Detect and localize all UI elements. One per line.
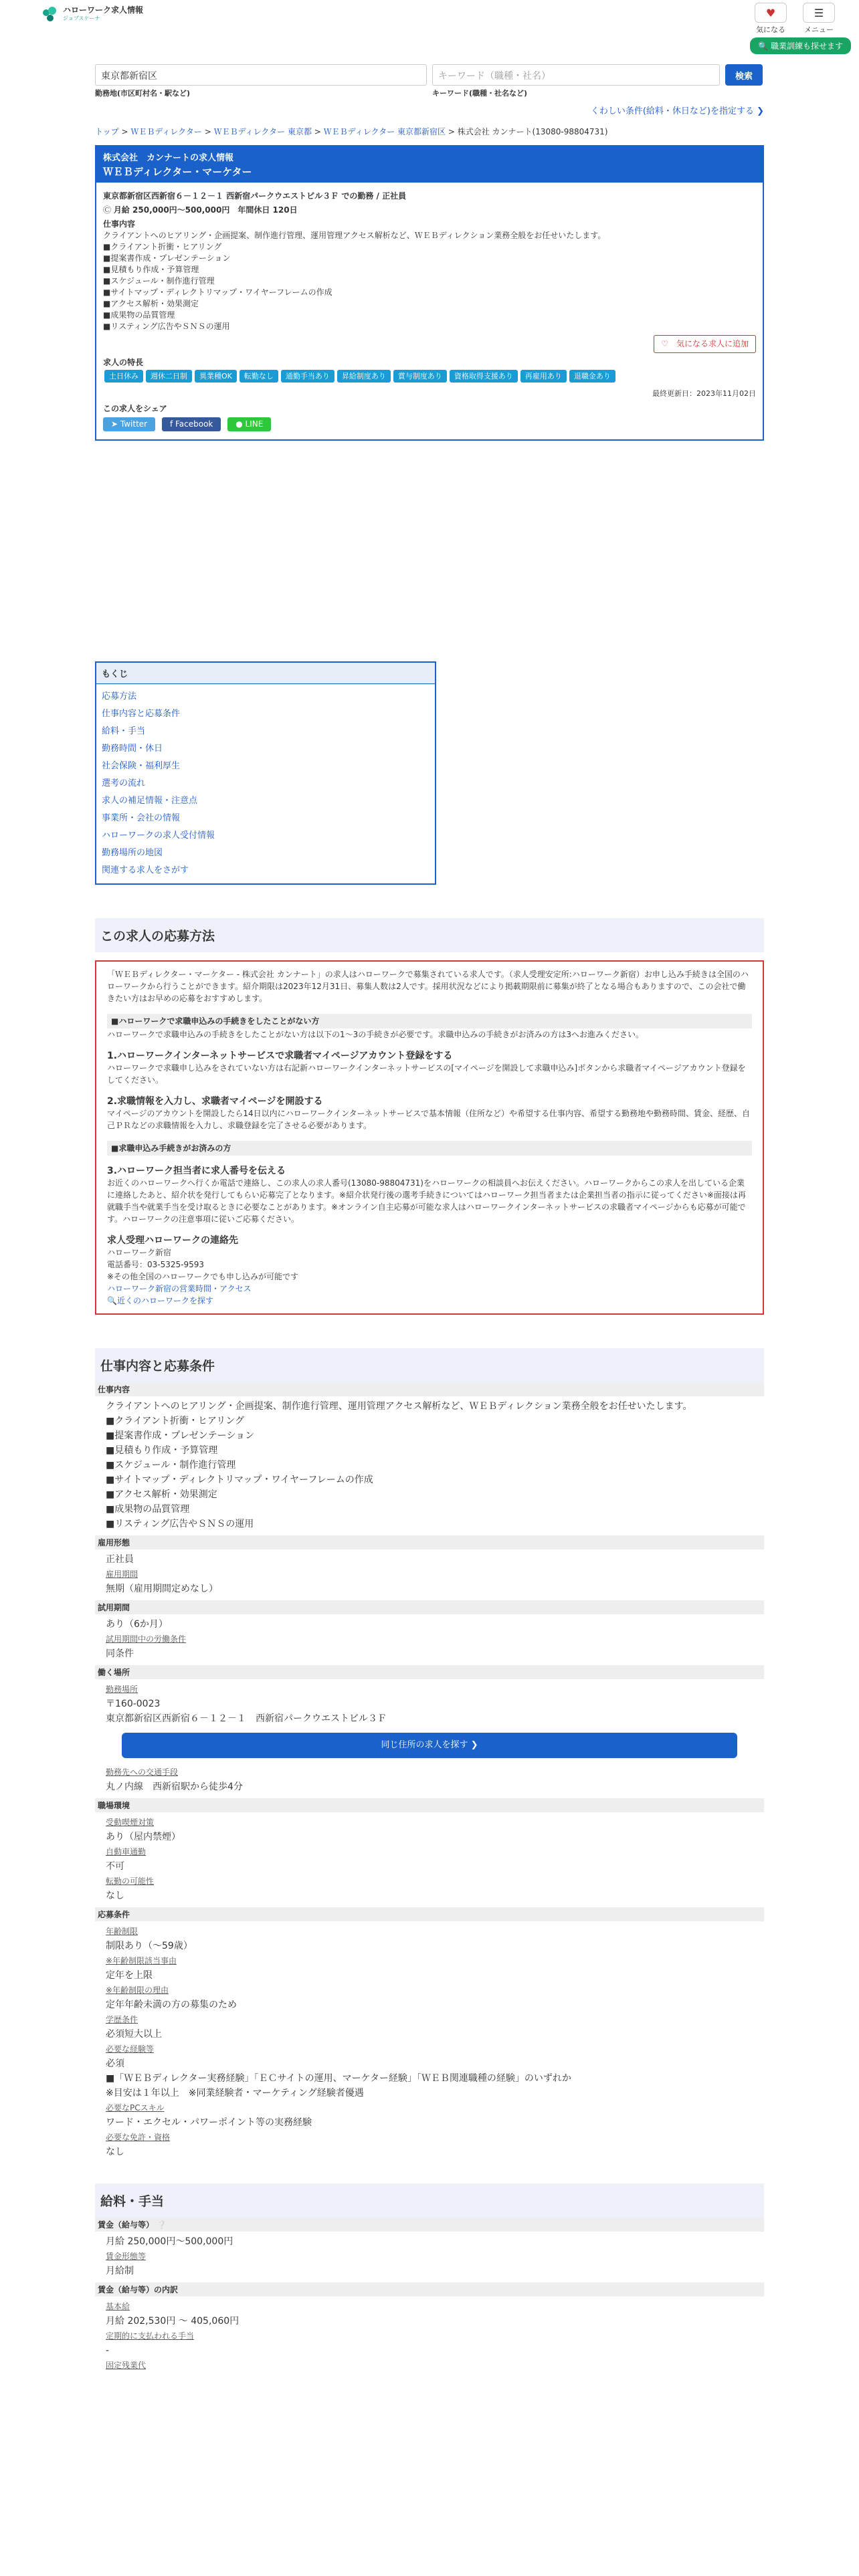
search-button[interactable]: 検索 (725, 64, 763, 86)
apply-bar-new: ■ハローワークで求職申込みの手続きをしたことがない方 (107, 1014, 752, 1029)
car-value: 不可 (106, 1861, 124, 1872)
keyword-label: キーワード(職種・社名など) (432, 89, 528, 98)
requirements-heading: 応募条件 (95, 1907, 764, 1921)
money-icon: Ⓒ (103, 205, 112, 215)
keyword-input[interactable]: キーワード（職種・社名） (432, 64, 720, 86)
detail-search-label: くわしい条件(給料・休日など)を指定する (590, 106, 754, 116)
salary-section-title: 給料・手当 (95, 2183, 764, 2218)
feature-tag[interactable]: 異業種OK (195, 370, 237, 383)
workplace-label: 勤務場所 (106, 1685, 138, 1694)
age-value: 制限あり（〜59歳） (106, 1941, 193, 1951)
feature-tag[interactable]: 通勤手当あり (281, 370, 335, 383)
contact-access-link[interactable]: ハローワーク新宿の営業時間・アクセス (107, 1284, 252, 1293)
job-title: ＷＥＢディレクター・マーケター (103, 166, 252, 178)
location-label: 勤務地(市区町村名・駅など) (95, 89, 191, 98)
workplace-heading: 働く場所 (95, 1665, 764, 1679)
base-pay-label: 基本給 (106, 2302, 130, 2311)
detail-search-link[interactable]: くわしい条件(給料・休日など)を指定する ❯ (590, 106, 764, 116)
work-line: ■成果物の品質管理 (106, 1504, 190, 1515)
work-line: ■サイトマップ・ディレクトリマップ・ワイヤーフレームの作成 (106, 1475, 373, 1485)
step3-text: お近くのハローワークへ行くか電話で連絡し、この求人の求人番号(13080-98804731)をハローワークの相談員へお伝えください。ハローワークからこの求人を出している企業に連絡したあと、紹介状を発行してもらい応募完了となります。※紹介状発行後の選考手続きについてはハローワーク担当者または企業担当者の指示に従ってください※面接は再就職手当や就業手当を受け取るときに必要なことがあります。※オンライン自主応募が可能な求人はハローワークインターネットサービスの求職者マイページからも応募が可能です。ハローワークの注意事項に従いご応募ください。 (107, 1178, 746, 1224)
step2-text: マイページのアカウントを開設したら14日以内にハローワークインターネットサービスで基本情報（住所など）や希望する仕事内容、希望する勤務地や勤務時間、賃金、経歴、自己ＰＲなどの求職情報を入力し、求職登録を完了させる必要があります。 (107, 1109, 750, 1130)
allowance-value: - (106, 2345, 110, 2356)
help-icon[interactable]: ❔ (157, 2220, 167, 2230)
step2-heading: 2.求職情報を入力し、求職者マイページを開設する (107, 1096, 323, 1107)
add-favorite-button[interactable]: ♡ 気になる求人に追加 (654, 335, 756, 353)
experience-note: ※目安は１年以上 ※同業経験者・マーケティング経験者優遇 (106, 2088, 364, 2099)
toc-item[interactable]: 事業所・会社の情報 (102, 813, 181, 823)
twitter-icon: ➤ (111, 419, 118, 429)
employment-value: 正社員 (106, 1554, 134, 1565)
feature-tag[interactable]: 賞与制度あり (393, 370, 447, 383)
work-item: ■提案書作成・プレゼンテーション (103, 253, 231, 263)
breadcrumb: トップ > ＷＥＢディレクター > ＷＥＢディレクター 東京都 > ＷＥＢディレクター 東京都新宿区 > 株式会社 カンナート(13080-98804731) (95, 127, 608, 136)
trial-heading: 試用期間 (95, 1600, 764, 1614)
feature-tag[interactable]: 昇給制度あり (337, 370, 391, 383)
feature-tag[interactable]: 退職金あり (569, 370, 615, 383)
toc-item[interactable]: 仕事内容と応募条件 (102, 709, 181, 719)
car-label: 自動車通勤 (106, 1847, 147, 1856)
line-icon: ● (235, 419, 243, 429)
environment-heading: 職場環境 (95, 1798, 764, 1812)
contact-tel: 電話番号：03-5325-9593 (107, 1260, 205, 1269)
employment-heading: 雇用形態 (95, 1535, 764, 1549)
experience-value: 必須 (106, 2058, 124, 2069)
contact-name: ハローワーク新宿 (107, 1248, 172, 1257)
same-address-button[interactable]: 同じ住所の求人を探す ❯ (122, 1733, 737, 1758)
contact-note: ※その他全国のハローワークでも申し込みが可能です (107, 1272, 299, 1281)
location-input[interactable]: 東京都新宿区 (95, 64, 427, 86)
trial-value: あり（6か月） (106, 1619, 168, 1630)
education-value: 必須短大以上 (106, 2029, 162, 2040)
workplace-zip: 〒160-0023 (106, 1699, 161, 1709)
same-address-label: 同じ住所の求人を探す (381, 1740, 468, 1750)
step1-text: ハローワークで求職申し込みをされていない方は右記新ハローワークインターネットサービスの[マイページを開設して求職申込み]ボタンから求職者マイページアカウント登録をしてください。 (107, 1063, 746, 1085)
wage-value: 月給 250,000円〜500,000円 (106, 2236, 233, 2247)
breadcrumb-webdir[interactable]: ＷＥＢディレクター (130, 127, 202, 136)
overtime-label: 固定残業代 (106, 2361, 147, 2370)
hamburger-icon: ☰ (803, 3, 835, 23)
twitter-label: Twitter (120, 419, 148, 429)
favorite-button[interactable] (752, 3, 789, 35)
features-heading: 求人の特長 (103, 358, 144, 367)
line-share-button[interactable] (227, 417, 271, 431)
toc-item[interactable]: ハローワークの求人受付情報 (102, 831, 215, 841)
work-line: ■提案書作成・プレゼンテーション (106, 1430, 255, 1441)
toc-item[interactable]: 選考の流れ (102, 778, 146, 788)
toc-item[interactable]: 勤務場所の地図 (102, 848, 163, 858)
company-name: 株式会社 カンナートの求人情報 (103, 153, 234, 163)
work-line: クライアントへのヒアリング・企画提案、制作進行管理、運用管理アクセス解析など、ＷＥＢディレクション業務全般をお任せいたします。 (106, 1401, 692, 1412)
menu-button[interactable] (800, 3, 838, 35)
access-label: 勤務先への交通手段 (106, 1767, 179, 1777)
work-item: ■見積もり作成・予算管理 (103, 265, 199, 274)
feature-tag[interactable]: 週休二日制 (146, 370, 192, 383)
pc-skill-label: 必要なPCスキル (106, 2103, 165, 2113)
feature-tag[interactable]: 土日休み (104, 370, 143, 383)
toc-item[interactable]: 関連する求人をさがす (102, 865, 189, 875)
apply-intro: 「ＷＥＢディレクター・マーケター - 株式会社 カンナート」の求人はハローワークで募集されている求人です。（求人受理安定所:ハローワーク新宿）お申し込み手続きは全国のハローワークから行うことができます。紹介期限は2023年12月31日、募集人数は2人です。採用状況などにより掲載期限前に募集が終了となる場合もありますので、この会社で働きたい方はお早めの応募をおすすめします。 (107, 970, 749, 1003)
share-heading: この求人をシェア (103, 404, 167, 413)
work-item: ■スケジュール・制作進行管理 (103, 276, 215, 286)
facebook-share-button[interactable] (162, 417, 221, 431)
education-label: 学歴条件 (106, 2015, 138, 2024)
step3-heading: 3.ハローワーク担当者に求人番号を伝える (107, 1166, 286, 1176)
menu-label: メニュー (804, 25, 834, 34)
experience-detail: ■「ＷＥＢディレクター実務経験」「ＥＣサイトの運用、マーケター経験」「ＷＥＢ関連職種の経験」のいずれか (106, 2073, 571, 2084)
apply-section-title: この求人の応募方法 (95, 918, 764, 952)
feature-tags (103, 368, 756, 384)
smoking-value: あり（屋内禁煙） (106, 1832, 181, 1842)
logo-title: ハローワーク求人情報 (63, 5, 144, 15)
allowance-label: 定期的に支払われる手当 (106, 2331, 195, 2341)
favorite-label: 気になる (756, 25, 785, 34)
age-reason-value: 定年を上限 (106, 1970, 153, 1981)
toc-title: もくじ (96, 663, 435, 684)
experience-label: 必要な経験等 (106, 2044, 155, 2054)
place-line: 東京都新宿区西新宿６－１２－１ 西新宿パークウエストビル３Ｆ での勤務 / 正社員 (103, 191, 407, 201)
training-button[interactable]: 🔍 職業訓練も探せます (750, 37, 851, 54)
workplace-address: 東京都新宿区西新宿６－１２－１ 西新宿パークウエストビル３Ｆ (106, 1713, 387, 1724)
work-content-heading: 仕事内容 (95, 1382, 764, 1396)
toc-item[interactable]: 応募方法 (102, 691, 137, 702)
toc-item[interactable]: 給料・手当 (102, 726, 146, 736)
work-section-title: 仕事内容と応募条件 (95, 1348, 764, 1382)
transfer-label: 転勤の可能性 (106, 1876, 155, 1886)
heart-icon: ♥ (755, 3, 787, 23)
age-label: 年齢制限 (106, 1927, 138, 1936)
employment-period-value: 無期（雇用期間定めなし） (106, 1584, 218, 1594)
work-item: ■クライアント折衝・ヒアリング (103, 242, 222, 251)
twitter-share-button[interactable] (103, 417, 155, 431)
license-value: なし (106, 2147, 124, 2157)
site-logo[interactable] (41, 5, 143, 23)
add-favorite-label: 気になる求人に追加 (676, 339, 749, 348)
toc-item[interactable]: 求人の補足情報・注意点 (102, 796, 198, 806)
work-item: ■サイトマップ・ディレクトリマップ・ワイヤーフレームの作成 (103, 288, 332, 297)
feature-tag[interactable]: 転勤なし (240, 370, 278, 383)
facebook-label: Facebook (175, 419, 213, 429)
wage-breakdown-heading: 賃金（給与等）の内訳 (95, 2282, 764, 2296)
logo-subtitle: ジョブスケーナ (63, 15, 100, 21)
trial-cond-label: 試用期間中の労働条件 (106, 1634, 187, 1644)
base-pay-value: 月給 202,530円 〜 405,060円 (106, 2316, 240, 2327)
access-value: 丸ノ内線 西新宿駅から徒歩4分 (106, 1782, 243, 1792)
breadcrumb-tokyo[interactable]: ＷＥＢディレクター 東京都 (213, 127, 312, 136)
holiday: 年間休日 120日 (237, 205, 298, 215)
breadcrumb-current: 株式会社 カンナート(13080-98804731) (457, 127, 608, 136)
wage-type-value: 月給制 (106, 2266, 134, 2276)
age-reason-label: ※年齢制限該当事由 (106, 1956, 177, 1965)
work-item: ■リスティング広告やＳＮＳの運用 (103, 322, 230, 331)
search-bar (95, 64, 764, 98)
line-label: LINE (245, 419, 264, 429)
table-of-contents (95, 661, 436, 885)
near-hellowork-link[interactable]: 近くのハローワークを探す (116, 1296, 213, 1305)
work-heading: 仕事内容 (103, 219, 136, 229)
job-summary-card (95, 145, 764, 441)
breadcrumb-top[interactable]: トップ (95, 127, 119, 136)
toc-item[interactable]: 社会保険・福利厚生 (102, 761, 181, 771)
toc-item[interactable]: 勤務時間・休日 (102, 744, 163, 754)
wage-heading (95, 2218, 764, 2232)
smoking-label: 受動喫煙対策 (106, 1818, 155, 1827)
transfer-value: なし (106, 1891, 124, 1901)
search-icon: 🔍 (107, 1296, 117, 1305)
updated-date: 最終更新日：2023年11月02日 (652, 389, 756, 398)
work-item: ■アクセス解析・効果測定 (103, 299, 199, 308)
salary: 月給 250,000円〜500,000円 (113, 205, 230, 215)
age-why-value: 定年年齢未満の方の募集のため (106, 2000, 237, 2010)
apply-bar-new-text: ハローワークで求職申込みの手続きをしたことがない方は以下の1〜3の手続きが必要です。求職申込みの手続きがお済みの方は3へお進みください。 (107, 1030, 644, 1039)
pc-skill-value: ワード・エクセル・パワーポイント等の実務経験 (106, 2117, 312, 2128)
employment-period-label: 雇用期間 (106, 1570, 138, 1579)
apply-box (95, 960, 764, 1315)
work-line: ■リスティング広告やＳＮＳの運用 (106, 1519, 254, 1529)
age-why-label: ※年齢制限の理由 (106, 1985, 169, 1995)
wage-heading-text: 賃金（給与等） (98, 2220, 155, 2230)
logo-icon (41, 5, 59, 23)
feature-tag[interactable]: 再雇用あり (520, 370, 567, 383)
feature-tag[interactable]: 資格取得支援あり (450, 370, 518, 383)
training-label: 職業訓練も探せます (770, 41, 843, 51)
work-line: ■クライアント折衝・ヒアリング (106, 1416, 244, 1426)
work-line: ■見積もり作成・予算管理 (106, 1445, 218, 1456)
work-line: ■アクセス解析・効果測定 (106, 1489, 217, 1500)
work-line: ■スケジュール・制作進行管理 (106, 1460, 236, 1471)
license-label: 必要な免許・資格 (106, 2133, 171, 2142)
wage-type-label: 賃金形態等 (106, 2252, 147, 2261)
work-desc: クライアントへのヒアリング・企画提案、制作進行管理、運用管理アクセス解析など、ＷＥＢディレクション業務全般をお任せいたします。 (103, 231, 606, 240)
trial-cond-value: 同条件 (106, 1648, 134, 1659)
work-item: ■成果物の品質管理 (103, 310, 175, 320)
facebook-icon: f (169, 419, 173, 429)
step1-heading: 1.ハローワークインターネットサービスで求職者マイページアカウント登録をする (107, 1051, 453, 1061)
apply-bar-done: ■求職申込み手続きがお済みの方 (107, 1141, 752, 1156)
contact-heading: 求人受理ハローワークの連絡先 (107, 1235, 238, 1246)
breadcrumb-shinjuku[interactable]: ＷＥＢディレクター 東京都新宿区 (323, 127, 446, 136)
